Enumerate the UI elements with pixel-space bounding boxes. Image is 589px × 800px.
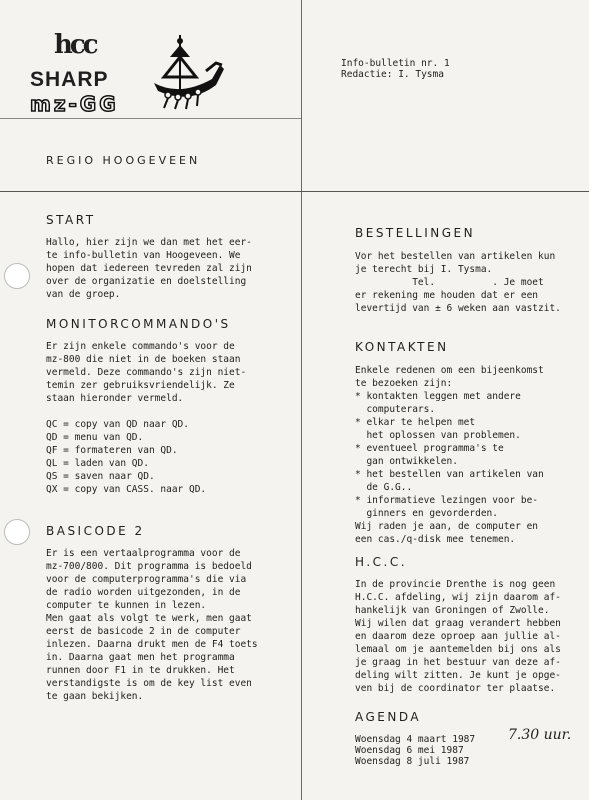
list-item: QX = copy van CASS. naar QD. <box>46 484 207 495</box>
text-line: deling wilt zitten. Je kunt je opge- <box>355 670 561 681</box>
start-text <box>46 236 252 301</box>
list-item: gan ontwikkelen. <box>355 456 458 467</box>
text-line: Men gaat als volgt te werk, men gaat <box>46 613 252 624</box>
text-line: Er zijn enkele commando's voor de <box>46 341 235 352</box>
monitor-text <box>46 340 246 405</box>
agenda-list <box>355 734 475 767</box>
text-line: en daarom deze oproep aan jullie al- <box>355 631 561 642</box>
list-item: * elkar te helpen met <box>355 417 476 428</box>
list-item: * het bestellen van artikelen van <box>355 469 544 480</box>
header-divider <box>0 191 589 192</box>
text-line: in. Daarna gaat men het programma <box>46 652 235 663</box>
agenda-date: Woensdag 4 maart 1987 <box>355 734 476 745</box>
hcc-text <box>355 578 561 695</box>
text-line: temin zer gebruiksvriendelijk. Ze <box>46 380 235 391</box>
text-line: Vor het bestellen van artikelen kun <box>355 251 556 262</box>
text-line: runnen door F1 in te drukken. Het <box>46 665 235 676</box>
list-item: * kontakten leggen met andere <box>355 391 521 402</box>
bestellingen-text <box>355 250 561 315</box>
text-line: staan hieronder vermeld. <box>46 393 184 404</box>
text-line: voor de computerprogramma's die via <box>46 574 247 585</box>
text-line: ven bij de coordinator ter plaatse. <box>355 683 556 694</box>
text-line: vermeld. Deze commando's zijn niet- <box>46 367 247 378</box>
logo-hcc: hcc <box>54 30 96 60</box>
text-line: verstandigste is om de key list even <box>46 678 252 689</box>
basicode-heading: BASICODE 2 <box>46 524 145 538</box>
text-line: te gaan bekijken. <box>46 691 144 702</box>
text-line: Wij wilen dat graag verandert hebben <box>355 618 561 629</box>
bestellingen-heading: BESTELLINGEN <box>355 226 476 240</box>
text-line: eerst de basicode 2 in de computer <box>46 626 241 637</box>
text-line: lemaal om je aantemelden bij ons als <box>355 644 561 655</box>
command-list <box>46 418 206 496</box>
logo-sharp: SHARP <box>30 68 109 91</box>
punch-hole-top <box>4 263 30 289</box>
list-item: de G.G.. <box>355 482 413 493</box>
text-line: over de organizatie en doelstelling <box>46 276 247 287</box>
text-line: mz-800 die niet in de boeken staan <box>46 354 241 365</box>
text-line: levertijd van ± 6 weken aan vastzit. <box>355 303 561 314</box>
text-line: je graag in het bestuur van deze af- <box>355 657 561 668</box>
text-line: de radio worden uitgezonden, in de <box>46 587 241 598</box>
text-line: In de provincie Drenthe is nog geen <box>355 579 556 590</box>
list-item: QC = copy van QD naar QD. <box>46 419 189 430</box>
list-item: QS = saven naar QD. <box>46 471 155 482</box>
viking-ship-icon <box>150 35 230 110</box>
start-heading: START <box>46 213 96 227</box>
text-line: te info-bulletin van Hoogeveen. We <box>46 250 241 261</box>
list-item: het oplossen van problemen. <box>355 430 521 441</box>
text-line: H.C.C. afdeling, wij zijn daarom af- <box>355 592 561 603</box>
monitor-heading: MONITORCOMMANDO'S <box>46 317 231 331</box>
text-line: Enkele redenen om een bijeenkomst <box>355 365 544 376</box>
text-line: te bezoeken zijn: <box>355 378 453 389</box>
agenda-heading: AGENDA <box>355 710 422 724</box>
text-line: Wij raden je aan, de computer en <box>355 521 539 532</box>
handwritten-time: 7.30 uur. <box>508 727 572 743</box>
text-line: Hallo, hier zijn we dan met het eer- <box>46 237 252 248</box>
region-title: REGIO HOOGEVEEN <box>46 154 201 167</box>
bulletin-number: Info-bulletin nr. 1 <box>341 58 450 69</box>
text-line: inlezen. Daarna drukt men de F4 toets <box>46 639 258 650</box>
text-line: hopen dat iedereen tevreden zal zijn <box>46 263 252 274</box>
hcc-heading: H.C.C. <box>355 555 408 569</box>
punch-hole-bottom <box>4 519 30 545</box>
column-divider <box>301 0 302 800</box>
text-line: een cas./q-disk mee tenemen. <box>355 534 516 545</box>
text-line: Er is een vertaalprogramma voor de <box>46 548 241 559</box>
list-item: QD = menu van QD. <box>46 432 144 443</box>
text-line: Tel. . Je moet <box>355 277 544 288</box>
basicode-text <box>46 547 258 703</box>
text-line: hankelijk van Groningen of Zwolle. <box>355 605 550 616</box>
text-line: van de groep. <box>46 289 121 300</box>
editor: Redactie: I. Tysma <box>341 69 444 80</box>
text-line: er rekening me houden dat er een <box>355 290 539 301</box>
list-item: * eventueel programma's te <box>355 443 504 454</box>
list-item: ginners en gevorderden. <box>355 508 498 519</box>
list-item: computerars. <box>355 404 436 415</box>
agenda-date: Woensdag 8 juli 1987 <box>355 756 470 767</box>
logo-mz: mz-GG <box>30 92 119 116</box>
text-line: computer te kunnen in lezen. <box>46 600 207 611</box>
list-item: QL = laden van QD. <box>46 458 149 469</box>
text-line: je terecht bij I. Tysma. <box>355 264 493 275</box>
list-item: * informatieve lezingen voor be- <box>355 495 539 506</box>
kontakten-heading: KONTAKTEN <box>355 340 449 354</box>
kontakten-text <box>355 364 544 546</box>
text-line: mz-700/800. Dit programma is bedoeld <box>46 561 252 572</box>
list-item: QF = formateren van QD. <box>46 445 178 456</box>
agenda-date: Woensdag 6 mei 1987 <box>355 745 464 756</box>
